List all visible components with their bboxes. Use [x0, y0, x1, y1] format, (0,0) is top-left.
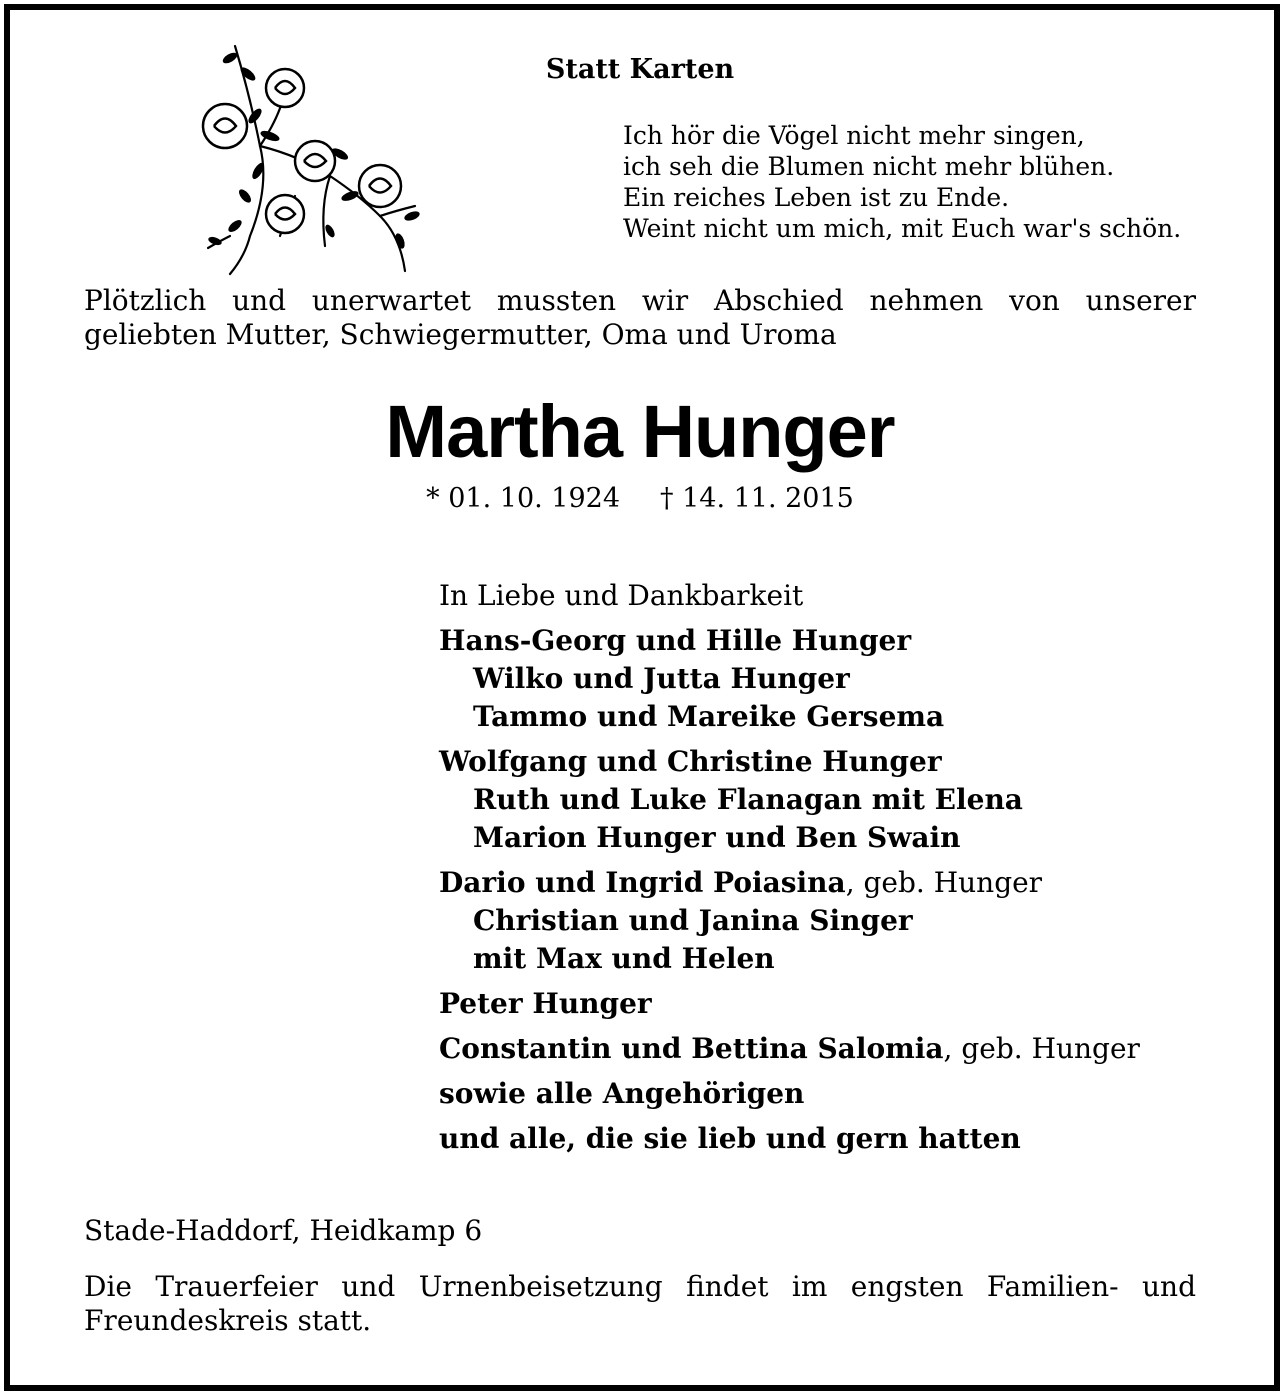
mourner-entry [439, 864, 1140, 902]
mourner-name: Hans-Georg und Hille Hunger [439, 624, 912, 657]
funeral-line: Freundeskreis statt. [84, 1304, 372, 1337]
mourners-closing: sowie alle Angehörigen [439, 1077, 805, 1110]
mourner-name: Peter Hunger [439, 987, 652, 1020]
mourner-sub: Marion Hunger und Ben Swain [473, 821, 961, 854]
mourners-heading: In Liebe und Dankbarkeit [439, 579, 804, 612]
deceased-name: Martha Hunger [385, 390, 895, 473]
mourner-sub: Christian und Janina Singer [473, 904, 913, 937]
life-dates [0, 481, 1280, 517]
mourner-sub: Wilko und Jutta Hunger [473, 662, 850, 695]
funeral-line: Die Trauerfeier und Urnenbeisetzung findet im engsten Familien- und [84, 1270, 1196, 1303]
maiden-name-note: , geb. Hunger [845, 866, 1043, 899]
poem-line: ich seh die Blumen nicht mehr blühen. [623, 152, 1115, 181]
mourner-name: Constantin und Bettina Salomia [439, 1032, 944, 1065]
mourner-sub: mit Max und Helen [473, 942, 775, 975]
mourner-entry [439, 743, 1140, 781]
poem [623, 120, 1181, 244]
intro-text [84, 284, 1196, 352]
poem-line: Ich hör die Vögel nicht mehr singen, [623, 121, 1085, 150]
notice-heading: Statt Karten [545, 54, 735, 85]
intro-line: geliebten Mutter, Schwiegermutter, Oma und Uroma [84, 318, 837, 351]
mourner-entry [439, 985, 1140, 1023]
intro-line: Plötzlich und unerwartet mussten wir Abschied nehmen von unserer [84, 284, 1196, 317]
mourner-entry [439, 622, 1140, 660]
mourner-entry [439, 1030, 1140, 1068]
maiden-name-note: , geb. Hunger [943, 1032, 1140, 1065]
poem-line: Ein reiches Leben ist zu Ende. [623, 183, 1010, 212]
birth-date: * 01. 10. 1924 [426, 483, 620, 514]
mourners-closing: und alle, die sie lieb und gern hatten [439, 1122, 1021, 1155]
poem-line: Weint nicht um mich, mit Euch war's schön. [623, 214, 1182, 243]
address: Stade-Haddorf, Heidkamp 6 [84, 1214, 483, 1247]
death-date: † 14. 11. 2015 [660, 483, 854, 514]
mourner-sub: Tammo und Mareike Gersema [473, 700, 945, 733]
mourners-list [439, 577, 1140, 1158]
funeral-note [84, 1270, 1196, 1338]
mourner-sub: Ruth und Luke Flanagan mit Elena [473, 783, 1023, 816]
mourner-name: Wolfgang und Christine Hunger [439, 745, 942, 778]
mourner-name: Dario und Ingrid Poiasina [439, 866, 846, 899]
